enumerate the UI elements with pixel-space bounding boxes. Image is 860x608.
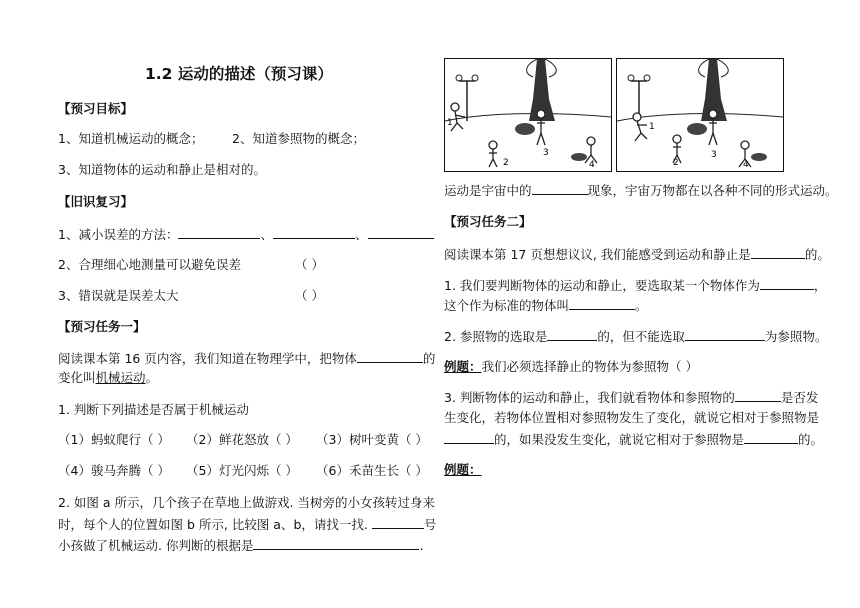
- item-5: （5）灯光闪烁（ ）: [186, 463, 298, 478]
- playground-figure: [444, 58, 848, 176]
- task2-heading: 【预习任务二】: [444, 214, 532, 229]
- item-1: （1）蚂蚁爬行（ ）: [58, 432, 170, 447]
- task1-paragraph-line1: [58, 350, 435, 367]
- item-3: （3）树叶变黄（ ）: [316, 432, 428, 447]
- r1-line1: [444, 277, 826, 294]
- item-2: （2）鲜花怒放（ ）: [186, 432, 298, 447]
- playground-scene-b: [617, 59, 783, 171]
- task1-paragraph-line2: [58, 370, 158, 386]
- text: 的，但不能选取: [597, 329, 685, 344]
- figure-label: 1: [447, 118, 453, 128]
- figure-label: 3: [543, 148, 549, 158]
- figure-label: 2: [673, 158, 679, 168]
- blank[interactable]: [357, 350, 423, 363]
- review-3: 3、错误就是误差太大: [58, 288, 179, 303]
- text: .: [419, 538, 424, 553]
- goal-1: 1、知道机械运动的概念；: [58, 131, 204, 146]
- question-2-line1: 2. 如图 a 所示，几个孩子在草地上做游戏. 当树旁的小女孩转过身来: [58, 495, 435, 510]
- question-2-line2: [58, 516, 436, 533]
- text: 的: [422, 351, 436, 366]
- term-mechanical-motion: 机械运动: [95, 370, 146, 385]
- text: 时，每个人的位置如图 b 所示, 比较图 a、b，请找一找.: [58, 517, 368, 532]
- text: 。: [145, 370, 159, 385]
- goal-2: 2、知道参照物的概念；: [232, 131, 365, 146]
- review-2: 2、合理细心地测量可以避免误差: [58, 257, 241, 272]
- page-title: 1.2 运动的描述（预习课）: [145, 65, 333, 83]
- text: 的。: [798, 432, 824, 447]
- figure-label: 4: [743, 160, 749, 170]
- r3-line2: 生变化，若物体位置相对参照物发生了变化，就说它相对于参照物是: [444, 410, 820, 425]
- r3-line1: [444, 389, 818, 406]
- review-1-text: 1、减小误差的方法：: [58, 227, 179, 242]
- blank[interactable]: [569, 297, 635, 310]
- question-2-line3: [58, 537, 423, 554]
- goal-3: 3、知道物体的运动和静止是相对的。: [58, 162, 266, 177]
- blank[interactable]: [532, 182, 588, 195]
- blank[interactable]: [368, 226, 434, 239]
- blank[interactable]: [751, 246, 805, 259]
- figure-label: 2: [503, 158, 509, 168]
- blank[interactable]: [685, 328, 765, 341]
- question-1: 1. 判断下列描述是否属于机械运动: [58, 402, 249, 417]
- text: 运动是宇宙中的: [444, 183, 532, 198]
- review-2-answer[interactable]: （ ）: [295, 257, 324, 272]
- task1-heading: 【预习任务一】: [58, 319, 146, 334]
- blank[interactable]: [178, 226, 260, 239]
- blank[interactable]: [253, 537, 419, 550]
- motion-paragraph: [444, 182, 838, 199]
- text: 现象，宇宙万物都在以各种不同的形式运动。: [587, 183, 838, 198]
- review-heading: 【旧识复习】: [58, 194, 134, 209]
- review-3-answer[interactable]: （ ）: [295, 288, 324, 303]
- blank[interactable]: [744, 431, 798, 444]
- task2-paragraph: [444, 246, 830, 263]
- figure-panel-b: [616, 58, 784, 172]
- blank[interactable]: [372, 516, 424, 529]
- blank[interactable]: [735, 389, 781, 402]
- blank[interactable]: [547, 328, 597, 341]
- example-text: 我们必须选择静止的物体为参照物（ ）: [481, 359, 698, 374]
- blank[interactable]: [760, 277, 814, 290]
- text: ，: [813, 278, 827, 293]
- figure-label: 3: [711, 150, 717, 160]
- text: 为参照物。: [764, 329, 828, 344]
- text: 这个作为标准的物体叫: [444, 298, 570, 313]
- example-2: [444, 462, 482, 478]
- figure-label: 1: [649, 122, 655, 132]
- text: 2. 参照物的选取是: [444, 329, 548, 344]
- text: 阅读课本第 16 页内容，我们知道在物理学中，把物体: [58, 351, 357, 366]
- item-6: （6）禾苗生长（ ）: [316, 463, 428, 478]
- example-label: 例题：: [444, 462, 482, 477]
- r3-line3: [444, 431, 823, 448]
- text: 的，如果没发生变化，就说它相对于参照物是: [494, 432, 745, 447]
- text: 的。: [804, 247, 830, 262]
- example-1: [444, 359, 698, 375]
- text: 号: [423, 517, 437, 532]
- separator: 、: [260, 227, 273, 242]
- separator: 、: [354, 227, 368, 242]
- r1-line2: [444, 297, 648, 314]
- item-4: （4）骏马奔腾（ ）: [58, 463, 170, 478]
- text: 1. 我们要判断物体的运动和静止，要选取某一个物体作为: [444, 278, 760, 293]
- playground-scene-a: [445, 59, 611, 171]
- text: 小孩做了机械运动. 你判断的根据是: [58, 538, 254, 553]
- text: 是否发: [780, 390, 819, 405]
- example-label: 例题：: [444, 359, 482, 374]
- figure-panel-a: [444, 58, 612, 172]
- text: 阅读课本第 17 页想想议议, 我们能感受到运动和静止是: [444, 247, 751, 262]
- text: 3. 判断物体的运动和静止，我们就看物体和参照物的: [444, 390, 735, 405]
- blank[interactable]: [444, 431, 494, 444]
- goals-heading: 【预习目标】: [58, 101, 134, 116]
- review-1: [58, 226, 434, 243]
- blank[interactable]: [273, 226, 355, 239]
- figure-label: 4: [589, 160, 595, 170]
- text: 。: [635, 298, 648, 313]
- r2-line: [444, 328, 827, 345]
- text: 变化叫: [58, 370, 96, 385]
